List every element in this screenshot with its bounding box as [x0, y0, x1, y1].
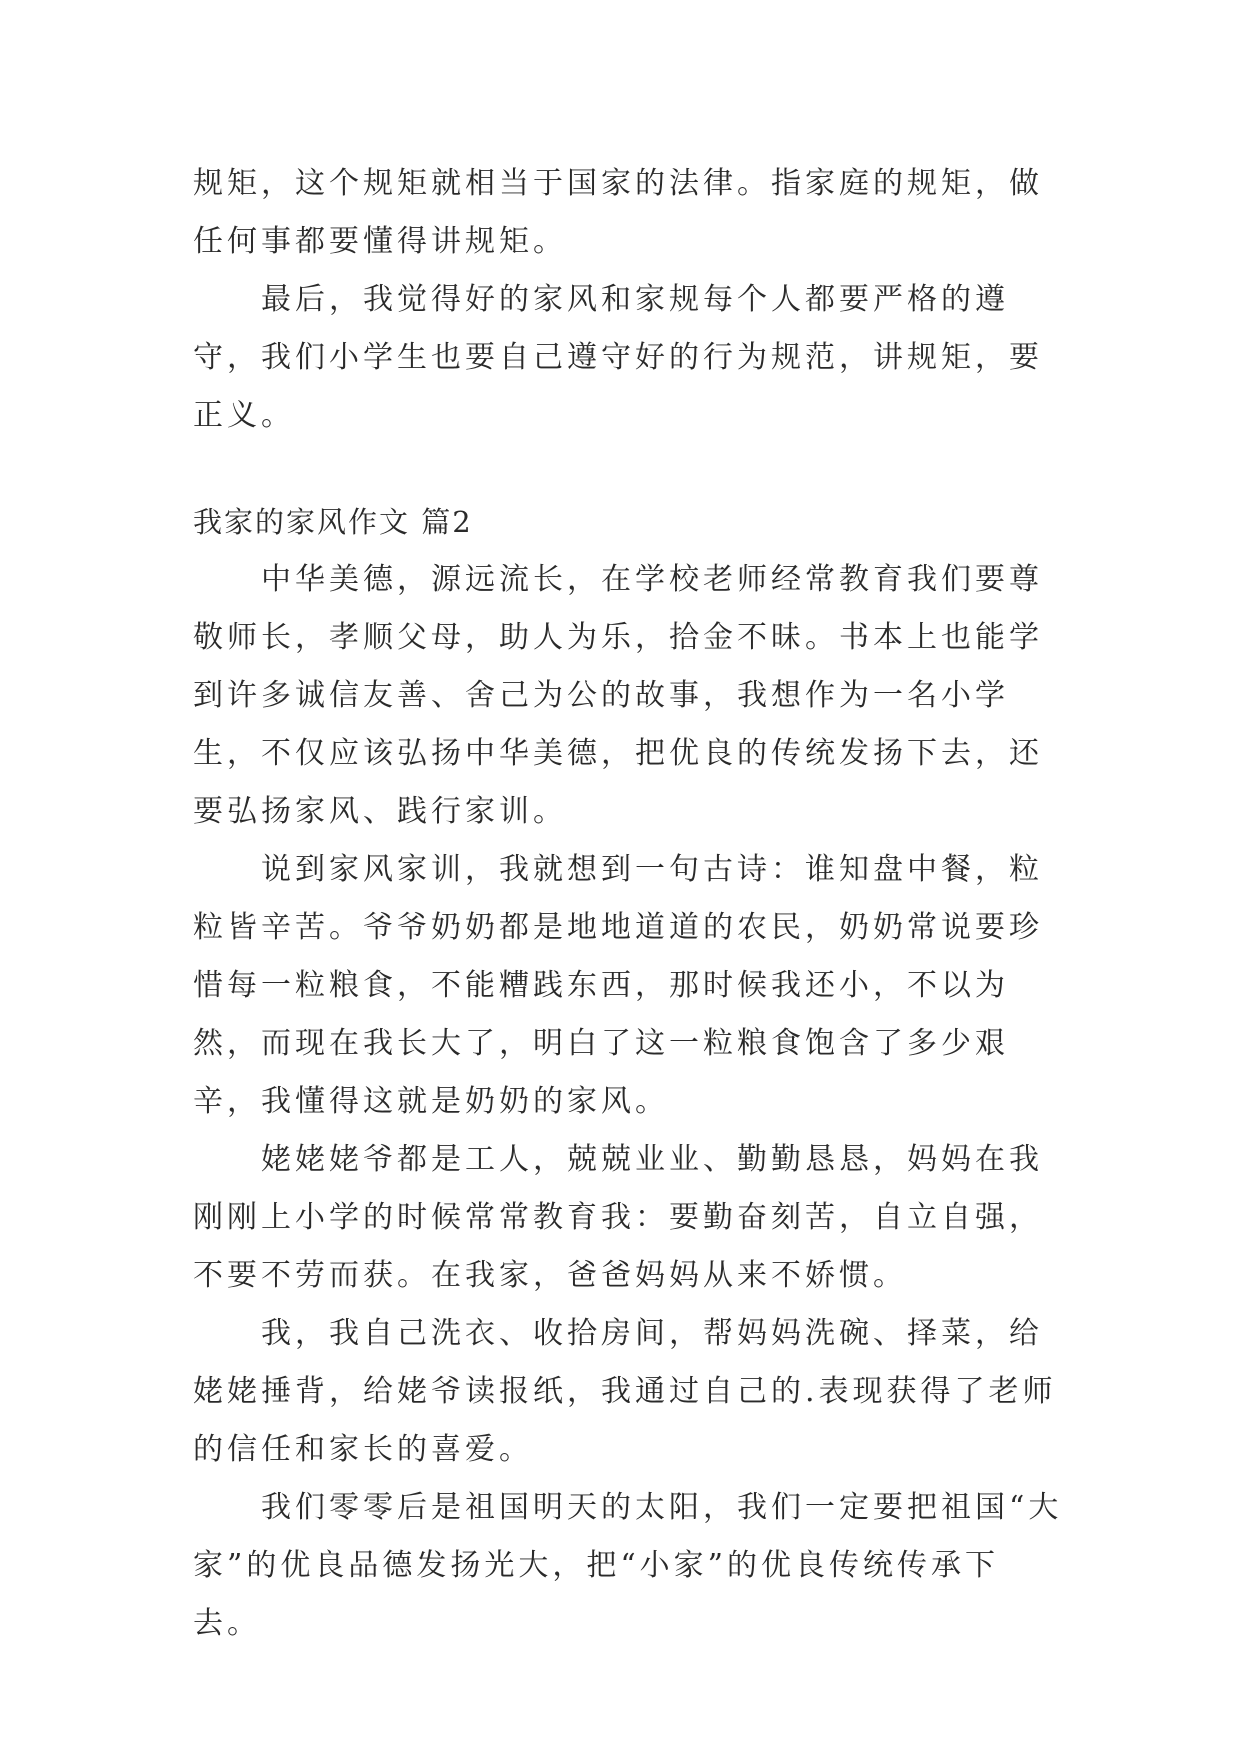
paragraph-5: 我们零零后是祖国明天的太阳，我们一定要把祖国“大家”的优良品德发扬光大，把“小家”的优良传统传承下去。 — [193, 1490, 1063, 1641]
essay-heading: 我家的家风作文 篇2 — [193, 505, 473, 539]
document-body — [193, 155, 1063, 1653]
paragraph-3: 姥姥姥爷都是工人，兢兢业业、勤勤恳恳，妈妈在我刚刚上小学的时候常常教育我：要勤奋刻苦，自立自强，不要不劳而获。在我家，爸爸妈妈从来不娇惯。 — [193, 1142, 1043, 1293]
paragraph-conclusion: 最后，我觉得好的家风和家规每个人都要严格的遵守，我们小学生也要自己遵守好的行为规范，讲规矩，要正义。 — [193, 282, 1043, 433]
paragraph-2: 说到家风家训，我就想到一句古诗：谁知盘中餐，粒粒皆辛苦。爷爷奶奶都是地地道道的农民，奶奶常说要珍惜每一粒粮食，不能糟践东西，那时候我还小，不以为然，而现在我长大了，明白了这一粒粮食饱含了多少艰辛，我懂得这就是奶奶的家风。 — [193, 852, 1043, 1119]
paragraph-continuation: 规矩，这个规矩就相当于国家的法律。指家庭的规矩，做任何事都要懂得讲规矩。 — [193, 166, 1043, 259]
paragraph-1: 中华美德，源远流长，在学校老师经常教育我们要尊敬师长，孝顺父母，助人为乐，拾金不昧。书本上也能学到许多诚信友善、舍己为公的故事，我想作为一名小学生，不仅应该弘扬中华美德，把优良的传统发扬下去，还要弘扬家风、践行家训。 — [193, 562, 1043, 829]
paragraph-4: 我，我自己洗衣、收拾房间，帮妈妈洗碗、择菜，给姥姥捶背，给姥爷读报纸，我通过自己的.表现获得了老师的信任和家长的喜爱。 — [193, 1316, 1057, 1467]
